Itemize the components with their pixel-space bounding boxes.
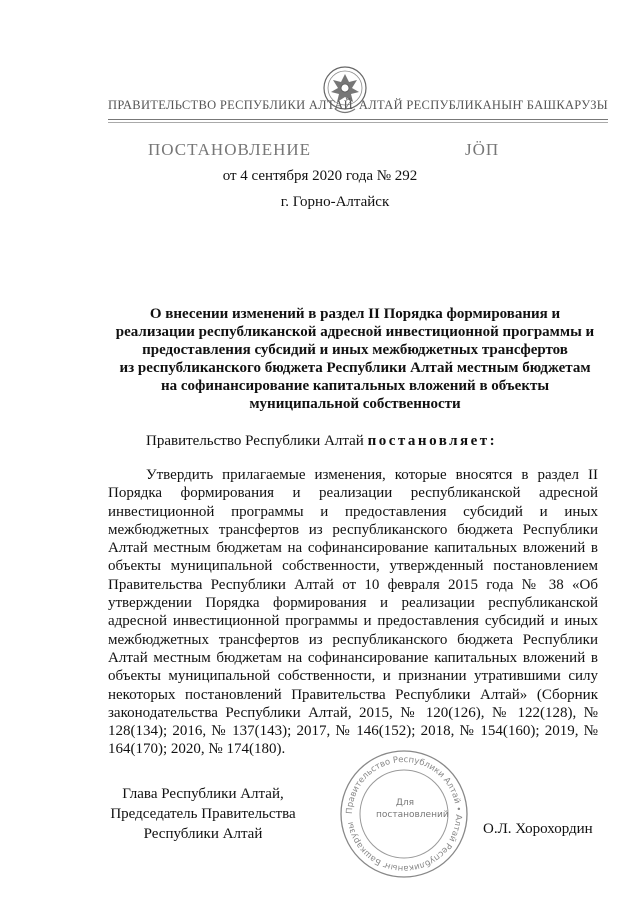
title-line: из республиканского бюджета Республики Алтай местным бюджетам [119,360,591,376]
title-line: О внесении изменений в раздел II Порядка формирования и [149,306,561,322]
title-line: реализации республиканской адресной инвестиционной программы и [115,324,595,340]
document-type-altai: ЈӦП [465,140,500,159]
city-line: г. Горно-Алтайск [280,194,390,210]
letterhead-rule [108,119,608,120]
position-line: Глава Республики Алтай, [122,786,284,802]
letterhead-rule-secondary [108,122,608,123]
government-name-altai: АЛТАЙ РЕСПУБЛИКАНЫҤ БАШКАРУЗЫ [358,98,608,112]
decree-statement [146,433,497,450]
decree-prefix: Правительство Республики Алтай [146,433,368,449]
signatory-position [108,784,298,844]
stamp-line: постановлений [376,810,449,820]
document-title [110,305,600,413]
position-line: Республики Алтай [143,826,263,842]
body-paragraph: Утвердить прилагаемые изменения, которые вносятся в раздел II Порядка формирования и реализации республиканской адресной инвестиционной программы и предоставления субсидий и иных межбюджетных трансфертов из республиканского бюджета Республики Алтай местным бюджетам на софинансирование капитальных вложений в объекты муниципальной собственности, утвержденный постановлением Правительства Республики Алтай от 10 февраля 2015 года № 38 «Об утверждении Порядка формирования и реализации республиканской адресной инвестиционной программы и предоставления субсидий и иных межбюджетных трансфертов из республиканского бюджета Республики Алтай местным бюджетам на софинансирование капитальных вложений в объекты муниципальной собственности, и признании утратившими силу некоторых постановлений Правительства Республики Алтай» (Сборник законодательства Республики Алтай, 2015, № 120(126), № 122(128), № 128(134); 2016, № 137(143); 2017, № 146(152); 2018, № 154(160); 2019, № 164(170); 2020, № 174(180). [108,467,598,758]
stamp-center-text [376,797,449,821]
stamp-line: Для [395,798,415,808]
signatory-name: О.Л. Хорохордин [483,821,593,837]
date-number-line: от 4 сентября 2020 года № 292 [222,168,418,184]
letterhead [108,98,608,120]
position-line: Председатель Правительства [110,806,296,822]
stamp-ring-text: Правительство Республики Алтай • Алтай Республиканыҥ Башкарузы [344,754,464,874]
title-line: предоставления субсидий и иных межбюджетных трансфертов [142,342,568,358]
decree-verb: постановляет: [367,433,498,449]
title-line: на софинансирование капитальных вложений в объекты [160,378,550,394]
government-name-russian: ПРАВИТЕЛЬСТВО РЕСПУБЛИКИ АЛТАЙ [108,98,353,112]
document-type-russian: ПОСТАНОВЛЕНИЕ [148,140,312,159]
title-line: муниципальной собственности [249,396,461,412]
